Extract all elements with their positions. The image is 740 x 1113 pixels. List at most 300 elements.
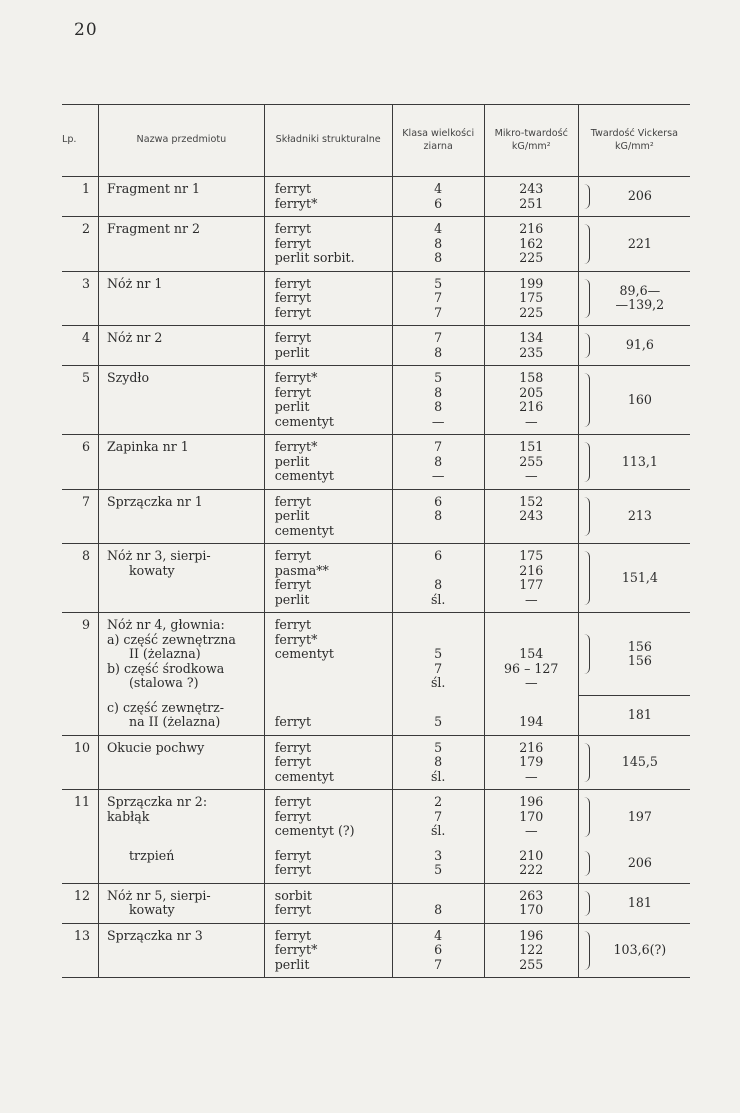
vickers-cell bbox=[578, 844, 690, 884]
table-header-row bbox=[62, 105, 690, 177]
microhardness-line: 177 bbox=[519, 577, 544, 592]
item-name-line: Szydło bbox=[106, 370, 150, 385]
item-name-line: Sprzączka nr 2: bbox=[106, 794, 208, 809]
microhardness-line: 243 bbox=[519, 508, 544, 523]
vickers-group bbox=[579, 844, 690, 883]
components bbox=[264, 435, 392, 490]
item-name-line: c) część zewnętrz- bbox=[106, 699, 225, 715]
components-line: ferryt bbox=[274, 808, 312, 824]
components bbox=[264, 923, 392, 978]
components-line: ferryt bbox=[274, 221, 312, 236]
vickers-value: 213 bbox=[627, 508, 652, 523]
microhardness-line: 216 bbox=[519, 221, 544, 236]
item-name-line: a) część zewnętrzna bbox=[106, 631, 236, 647]
grain-class-line: 4 bbox=[434, 221, 443, 236]
grain-class-line: 7 bbox=[434, 439, 443, 454]
grain-class-line bbox=[395, 524, 482, 539]
header-components: Składniki strukturalne bbox=[264, 105, 392, 177]
components-line: ferryt* bbox=[274, 439, 318, 454]
table-row bbox=[62, 217, 690, 272]
table-subrow bbox=[62, 696, 690, 736]
grain-class-line: 5 bbox=[434, 275, 443, 291]
row-number: 12 bbox=[62, 883, 98, 923]
components-line: pasma** bbox=[274, 562, 329, 578]
item-name bbox=[98, 326, 264, 366]
grain-class-line: 8 bbox=[434, 399, 443, 414]
microhardness-line: 225 bbox=[519, 250, 544, 265]
item-name-line: Nóż nr 1 bbox=[106, 275, 163, 291]
grain-class bbox=[392, 489, 484, 544]
item-name-line: na II (żelazna) bbox=[128, 714, 221, 729]
grain-class-line: 5 bbox=[434, 714, 443, 729]
vickers-group bbox=[579, 790, 690, 844]
vickers-value: 89,6— —139,2 bbox=[615, 282, 665, 313]
table-row bbox=[62, 435, 690, 490]
microhardness-line: 151 bbox=[519, 439, 544, 454]
item-name bbox=[98, 217, 264, 272]
table-row bbox=[62, 923, 690, 978]
components-line: ferryt bbox=[274, 862, 312, 877]
table-row bbox=[62, 613, 690, 696]
item-name-line: Fragment nr 2 bbox=[106, 221, 201, 236]
microhardness-line: 225 bbox=[519, 304, 544, 320]
item-name-line: Nóż nr 3, sierpi- bbox=[106, 548, 211, 563]
brace-icon bbox=[583, 851, 590, 876]
components-line: cementyt bbox=[274, 646, 334, 661]
table-body bbox=[62, 177, 690, 978]
microhardness-line: — bbox=[524, 823, 538, 838]
row-number: 8 bbox=[62, 544, 98, 613]
components-line: perlit bbox=[274, 344, 310, 360]
components bbox=[264, 696, 392, 736]
grain-class-line: 5 bbox=[434, 862, 443, 877]
vickers-value: 197 bbox=[627, 808, 652, 824]
vickers-cell bbox=[578, 271, 690, 326]
table-row bbox=[62, 489, 690, 544]
components-line: perlit bbox=[274, 591, 310, 607]
item-name bbox=[98, 844, 264, 884]
components-line: ferryt bbox=[274, 384, 312, 400]
vickers-group bbox=[579, 696, 690, 735]
microhardness-line: 196 bbox=[519, 927, 544, 943]
header-name: Nazwa przedmiotu bbox=[98, 105, 264, 177]
components bbox=[264, 735, 392, 790]
components-line: ferryt bbox=[274, 290, 312, 305]
components-line: ferryt* bbox=[274, 195, 318, 211]
row-number: 6 bbox=[62, 435, 98, 490]
vickers-value: 103,6(?) bbox=[613, 942, 667, 957]
item-name bbox=[98, 923, 264, 978]
components-line: ferryt bbox=[274, 902, 312, 917]
microhardness-line: — bbox=[524, 413, 538, 429]
microhardness bbox=[484, 489, 578, 544]
vickers-group bbox=[579, 326, 690, 365]
grain-class-line: 8 bbox=[434, 384, 443, 400]
brace-icon bbox=[583, 634, 590, 674]
brace-icon bbox=[583, 442, 590, 482]
grain-class-line bbox=[395, 633, 482, 648]
vickers-group bbox=[579, 924, 690, 978]
vickers-cell bbox=[578, 696, 690, 736]
components-line: ferryt bbox=[274, 493, 312, 509]
microhardness bbox=[484, 923, 578, 978]
grain-class-line: 8 bbox=[434, 235, 443, 251]
row-number: 9 bbox=[62, 613, 98, 736]
grain-class-line: śl. bbox=[430, 768, 446, 784]
vickers-group bbox=[579, 490, 690, 544]
microhardness bbox=[484, 435, 578, 490]
components-line: perlit bbox=[274, 508, 310, 523]
vickers-cell bbox=[578, 735, 690, 790]
vickers-cell bbox=[578, 790, 690, 844]
components-line: ferryt bbox=[274, 577, 312, 592]
grain-class-line: 7 bbox=[434, 660, 443, 676]
components-line: cementyt bbox=[274, 522, 334, 538]
grain-class bbox=[392, 217, 484, 272]
components-line: ferryt bbox=[274, 181, 312, 196]
grain-class bbox=[392, 366, 484, 435]
grain-class-line: 5 bbox=[434, 370, 443, 385]
microhardness-line bbox=[487, 701, 576, 716]
grain-class-line: 5 bbox=[434, 739, 443, 755]
vickers-cell bbox=[578, 217, 690, 272]
vickers-group bbox=[579, 613, 690, 695]
grain-class-line bbox=[395, 889, 482, 904]
grain-class bbox=[392, 177, 484, 217]
vickers-value: 181 bbox=[627, 894, 652, 910]
microhardness-line: 251 bbox=[519, 195, 544, 211]
microhardness bbox=[484, 883, 578, 923]
vickers-value: 91,6 bbox=[625, 337, 654, 353]
item-name-line: Okucie pochwy bbox=[106, 739, 205, 755]
microhardness-line: 179 bbox=[519, 754, 544, 769]
vickers-value: 160 bbox=[627, 391, 652, 407]
components-line: ferryt bbox=[274, 617, 312, 632]
microhardness-line: 154 bbox=[519, 646, 544, 661]
components bbox=[264, 883, 392, 923]
vickers-value: 151,4 bbox=[621, 569, 658, 585]
item-name bbox=[98, 366, 264, 435]
brace-icon bbox=[583, 497, 590, 537]
grain-class bbox=[392, 883, 484, 923]
grain-class-line: 8 bbox=[434, 344, 443, 360]
microhardness-line: 255 bbox=[519, 956, 544, 972]
components-line: cementyt (?) bbox=[274, 823, 355, 838]
vickers-cell bbox=[578, 435, 690, 490]
table-row bbox=[62, 177, 690, 217]
components-line: sorbit bbox=[274, 887, 312, 903]
microhardness-line: 199 bbox=[519, 275, 544, 291]
brace-icon bbox=[583, 224, 590, 264]
header-microhardness: Mikro-twardość kG/mm² bbox=[484, 105, 578, 177]
components-line: ferryt bbox=[274, 754, 312, 769]
vickers-cell bbox=[578, 613, 690, 696]
microhardness-line bbox=[487, 524, 576, 539]
grain-class-line: 8 bbox=[434, 902, 443, 917]
microhardness-line: 170 bbox=[519, 808, 544, 824]
row-number: 2 bbox=[62, 217, 98, 272]
microhardness-line: — bbox=[524, 675, 538, 690]
microhardness bbox=[484, 613, 578, 696]
row-number: 7 bbox=[62, 489, 98, 544]
components bbox=[264, 613, 392, 696]
grain-class-line bbox=[395, 701, 482, 716]
header-vickers: Twardość Vickersa kG/mm² bbox=[578, 105, 690, 177]
microhardness bbox=[484, 366, 578, 435]
grain-class bbox=[392, 735, 484, 790]
grain-class-line: 7 bbox=[434, 808, 443, 824]
components-line: ferryt bbox=[274, 548, 312, 563]
microhardness-line: 170 bbox=[519, 902, 544, 917]
components bbox=[264, 326, 392, 366]
grain-class-line: 6 bbox=[434, 493, 443, 509]
vickers-value: 156 156 bbox=[627, 638, 652, 668]
row-number: 1 bbox=[62, 177, 98, 217]
grain-class bbox=[392, 326, 484, 366]
components bbox=[264, 177, 392, 217]
row-number: 4 bbox=[62, 326, 98, 366]
grain-class-line: 8 bbox=[434, 508, 443, 523]
grain-class-line: — bbox=[431, 468, 445, 483]
microhardness-line: 216 bbox=[519, 739, 544, 755]
item-name bbox=[98, 177, 264, 217]
brace-icon bbox=[583, 373, 590, 427]
components bbox=[264, 366, 392, 435]
microhardness-line: 96 – 127 bbox=[504, 660, 559, 676]
grain-class-line: śl. bbox=[430, 675, 446, 690]
vickers-group bbox=[579, 884, 690, 923]
header-lp: Lp. bbox=[62, 105, 98, 177]
item-name bbox=[98, 435, 264, 490]
components bbox=[264, 217, 392, 272]
table-row bbox=[62, 544, 690, 613]
header-grain-class: Klasa wielkości ziarna bbox=[392, 105, 484, 177]
components bbox=[264, 844, 392, 884]
row-number: 13 bbox=[62, 923, 98, 978]
microhardness-line: 210 bbox=[519, 847, 544, 863]
hardness-table bbox=[62, 104, 690, 978]
grain-class bbox=[392, 544, 484, 613]
microhardness-line: 255 bbox=[519, 453, 544, 469]
components-line: ferryt* bbox=[274, 631, 318, 647]
components bbox=[264, 489, 392, 544]
components-line: ferryt bbox=[274, 794, 312, 809]
microhardness bbox=[484, 696, 578, 736]
row-number: 11 bbox=[62, 790, 98, 884]
microhardness bbox=[484, 790, 578, 844]
components-line: cementyt bbox=[274, 768, 334, 784]
brace-icon bbox=[583, 891, 590, 916]
components-line bbox=[275, 676, 390, 691]
vickers-cell bbox=[578, 923, 690, 978]
components-line: cementyt bbox=[274, 468, 334, 483]
components bbox=[264, 790, 392, 844]
item-name-line: b) część środkowa bbox=[106, 660, 225, 676]
microhardness-line: — bbox=[524, 591, 538, 607]
item-name-line: Zapinka nr 1 bbox=[106, 439, 189, 454]
grain-class-line: śl. bbox=[430, 823, 446, 838]
grain-class bbox=[392, 435, 484, 490]
item-name-line: (stalowa ?) bbox=[128, 675, 199, 690]
vickers-group bbox=[579, 177, 690, 216]
brace-icon bbox=[583, 931, 590, 971]
microhardness-line: 216 bbox=[519, 399, 544, 414]
grain-class-line bbox=[395, 564, 482, 579]
vickers-value: 181 bbox=[627, 707, 652, 722]
brace-icon bbox=[583, 333, 590, 358]
grain-class-line: 6 bbox=[434, 942, 443, 957]
brace-icon bbox=[583, 743, 590, 783]
grain-class-line: 6 bbox=[434, 195, 443, 211]
components-line: ferryt bbox=[274, 304, 312, 320]
components-line bbox=[275, 701, 390, 716]
grain-class-line: 7 bbox=[434, 290, 443, 305]
grain-class bbox=[392, 844, 484, 884]
grain-class-line: 6 bbox=[434, 548, 443, 563]
table-row bbox=[62, 790, 690, 844]
microhardness-line: 158 bbox=[519, 370, 544, 385]
brace-icon bbox=[583, 797, 590, 837]
components-line: perlit bbox=[274, 399, 310, 414]
item-name-line: Sprzączka nr 3 bbox=[106, 927, 203, 943]
grain-class-line: 7 bbox=[434, 330, 443, 345]
table-row bbox=[62, 883, 690, 923]
microhardness bbox=[484, 844, 578, 884]
item-name bbox=[98, 613, 264, 696]
vickers-value: 206 bbox=[627, 188, 652, 204]
microhardness bbox=[484, 326, 578, 366]
grain-class-line: śl. bbox=[430, 591, 446, 607]
components-line bbox=[275, 662, 390, 677]
grain-class-line: 8 bbox=[434, 577, 443, 592]
vickers-group bbox=[579, 217, 690, 271]
table-row bbox=[62, 735, 690, 790]
table-row bbox=[62, 326, 690, 366]
row-number: 10 bbox=[62, 735, 98, 790]
grain-class-line: 7 bbox=[434, 304, 443, 320]
page-number: 20 bbox=[74, 20, 98, 40]
grain-class bbox=[392, 923, 484, 978]
vickers-group bbox=[579, 366, 690, 434]
item-name-line: kabłąk bbox=[106, 808, 150, 824]
microhardness-line: 162 bbox=[519, 235, 544, 251]
brace-icon bbox=[583, 279, 590, 319]
microhardness-line: 196 bbox=[519, 794, 544, 809]
microhardness-line: 122 bbox=[519, 942, 544, 957]
vickers-value: 113,1 bbox=[621, 453, 658, 469]
item-name bbox=[98, 790, 264, 844]
microhardness-line: 205 bbox=[519, 384, 544, 400]
components-line: ferryt* bbox=[274, 370, 318, 385]
microhardness bbox=[484, 271, 578, 326]
grain-class-line: 5 bbox=[434, 646, 443, 661]
components-line: perlit bbox=[274, 453, 310, 469]
item-name bbox=[98, 883, 264, 923]
row-number: 3 bbox=[62, 271, 98, 326]
item-name bbox=[98, 489, 264, 544]
vickers-cell bbox=[578, 326, 690, 366]
vickers-cell bbox=[578, 489, 690, 544]
vickers-cell bbox=[578, 366, 690, 435]
table-row bbox=[62, 366, 690, 435]
microhardness-line: 152 bbox=[519, 493, 544, 509]
grain-class-line: 8 bbox=[434, 453, 443, 469]
grain-class-line bbox=[395, 618, 482, 633]
grain-class bbox=[392, 696, 484, 736]
grain-class bbox=[392, 271, 484, 326]
item-name bbox=[98, 696, 264, 736]
vickers-value: 206 bbox=[627, 854, 652, 870]
components-line: ferryt bbox=[274, 714, 312, 729]
vickers-cell bbox=[578, 544, 690, 613]
grain-class bbox=[392, 613, 484, 696]
table-subrow bbox=[62, 844, 690, 884]
item-name bbox=[98, 544, 264, 613]
microhardness-line bbox=[487, 633, 576, 648]
microhardness-line: 263 bbox=[519, 887, 544, 903]
grain-class bbox=[392, 790, 484, 844]
item-name-line: Nóż nr 2 bbox=[106, 330, 163, 345]
vickers-value: 145,5 bbox=[621, 754, 658, 769]
components-line: perlit bbox=[274, 956, 310, 972]
grain-class-line: 4 bbox=[434, 181, 443, 196]
vickers-group bbox=[579, 544, 690, 612]
table-row bbox=[62, 271, 690, 326]
components bbox=[264, 544, 392, 613]
microhardness-line: 243 bbox=[519, 181, 544, 196]
grain-class-line: 7 bbox=[434, 956, 443, 972]
grain-class-line: 8 bbox=[434, 250, 443, 265]
item-name-line: trzpień bbox=[128, 847, 175, 863]
item-name-line: Sprzączka nr 1 bbox=[106, 493, 203, 509]
brace-icon bbox=[583, 184, 590, 209]
vickers-group bbox=[579, 272, 690, 326]
item-name-line: kowaty bbox=[128, 902, 175, 917]
microhardness-line: — bbox=[524, 468, 538, 483]
grain-class-line: 2 bbox=[434, 794, 443, 809]
item-name-line: Nóż nr 5, sierpi- bbox=[106, 887, 211, 903]
microhardness bbox=[484, 217, 578, 272]
components-line: ferryt bbox=[274, 847, 312, 863]
microhardness-line bbox=[487, 618, 576, 633]
components-line: perlit sorbit. bbox=[274, 250, 355, 265]
grain-class-line: 8 bbox=[434, 754, 443, 769]
microhardness-line: 194 bbox=[519, 714, 544, 729]
components-line: ferryt bbox=[274, 330, 312, 345]
microhardness-line: 175 bbox=[519, 290, 544, 305]
components-line: ferryt* bbox=[274, 942, 318, 957]
vickers-group bbox=[579, 435, 690, 489]
components-line: ferryt bbox=[274, 927, 312, 943]
microhardness-line: 175 bbox=[519, 548, 544, 563]
brace-icon bbox=[583, 551, 590, 605]
components-line: ferryt bbox=[274, 275, 312, 291]
components-line: ferryt bbox=[274, 739, 312, 755]
grain-class-line: 3 bbox=[434, 847, 443, 863]
microhardness-line: — bbox=[524, 768, 538, 784]
item-name bbox=[98, 271, 264, 326]
item-name-line: Nóż nr 4, głownia: bbox=[106, 617, 225, 632]
components bbox=[264, 271, 392, 326]
item-name-line: Fragment nr 1 bbox=[106, 181, 201, 196]
components-line: cementyt bbox=[274, 413, 334, 429]
vickers-group bbox=[579, 736, 690, 790]
item-name-line: kowaty bbox=[128, 562, 175, 578]
vickers-value: 221 bbox=[627, 235, 652, 251]
grain-class-line: 4 bbox=[434, 927, 443, 943]
microhardness bbox=[484, 544, 578, 613]
microhardness-line: 235 bbox=[519, 344, 544, 360]
